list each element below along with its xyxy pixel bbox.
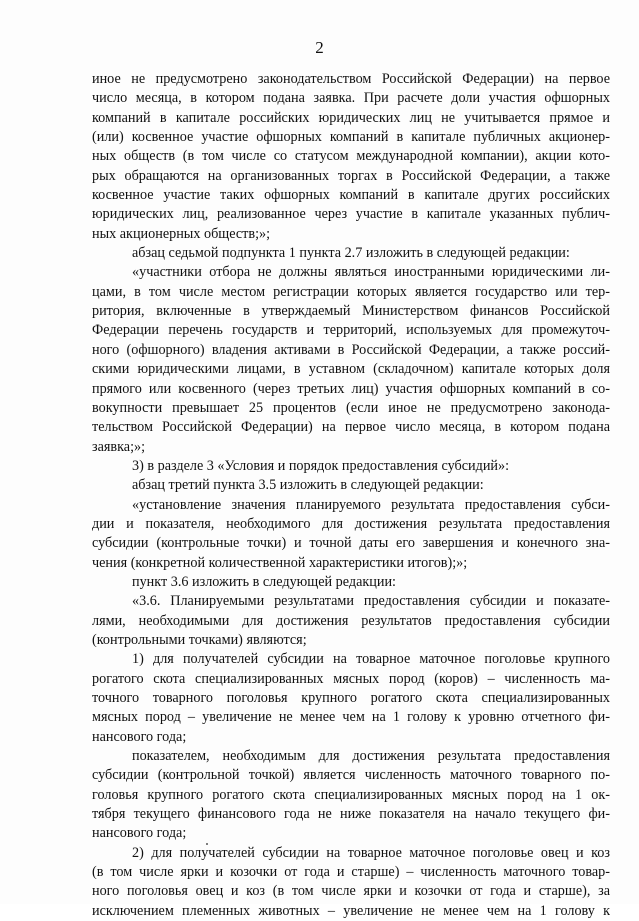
text-line: (в том числе ярки и козочки от года и старше) – численность маточного товар-: [92, 864, 610, 881]
text-line: 3) в разделе 3 «Условия и порядок предоставления субсидий»:: [132, 457, 510, 474]
text-line: ритория, включенные в утверждаемый Министерством финансов Российской: [92, 303, 610, 320]
text-line: компаний в капитале российских юридических лиц не учитывается прямое и: [92, 109, 610, 126]
text-line: «установление значения планируемого результата предоставления субси-: [132, 496, 610, 513]
text-line: дии и показателя, необходимого для достижения результата предоставления: [92, 515, 610, 532]
text-line: показателем, необходимым для достижения результата предоставления: [132, 748, 610, 765]
text-line: ных обществ (в том числе со статусом международной компании), акции кото-: [92, 148, 610, 165]
text-line: вокупности превышает 25 процентов (если иное не предусмотрено законода-: [92, 399, 610, 416]
text-line: Федерации перечень государств и территорий, используемых для промежуточ-: [92, 322, 610, 339]
text-line: скими юридическими лицами, в уставном (складочном) капитале которых доля: [92, 361, 610, 378]
text-line: абзац третий пункта 3.5 изложить в следующей редакции:: [132, 477, 484, 494]
text-line: цами, в том числе местом регистрации которых является государство или тер-: [92, 283, 610, 300]
text-line: головья крупного рогатого скота специализированных мясных пород на 1 ок-: [92, 786, 610, 803]
text-line: мясных пород – увеличение не менее чем на 1 голову к уровню отчетного фи-: [92, 709, 610, 726]
text-line: нансового года;: [92, 728, 187, 745]
text-line: «участники отбора не должны являться иностранными юридическими ли-: [132, 264, 610, 281]
text-line: пункт 3.6 изложить в следующей редакции:: [132, 573, 396, 590]
text-line: прямого или косвенного (через третьих лиц) участия офшорных компаний в со-: [92, 380, 610, 397]
text-line: тельством Российской Федерации) на первое число месяца, в котором подана: [92, 419, 610, 436]
text-line: ных акционерных обществ;»;: [92, 225, 271, 242]
text-line: 2) для получателей субсидии на товарное маточное поголовье овец и коз: [132, 844, 610, 861]
text-line: заявка;»;: [92, 438, 146, 455]
scan-speck: [206, 843, 208, 845]
text-line: «3.6. Планируемыми результатами предоставления субсидии и показате-: [132, 593, 610, 610]
text-line: (контрольными точками) являются;: [92, 631, 307, 648]
page-number: 2: [315, 38, 324, 57]
document-body: [92, 70, 610, 921]
text-line: косвенное участие таких офшорных компаний в капитале других российских: [92, 187, 610, 204]
text-line: субсидии (контрольные точки) и точной даты его завершения и конечного зна-: [92, 535, 610, 552]
text-line: рых обращаются на организованных торгах в Российской Федерации, а также: [92, 167, 610, 184]
text-line: (или) косвенное участие офшорных компаний в капитале публичных акционер-: [92, 129, 610, 146]
text-line: иное не предусмотрено законодательством Российской Федерации) на первое: [92, 71, 610, 87]
text-line: точного товарного поголовья крупного рогатого скота специализированных: [92, 690, 610, 706]
text-line: ного (офшорного) владения активами в Российской Федерации, а также россий-: [92, 341, 610, 358]
text-line: 1) для получателей субсидии на товарное маточное поголовье крупного: [132, 651, 610, 668]
text-line: абзац седьмой подпункта 1 пункта 2.7 изложить в следующей редакции:: [132, 245, 570, 262]
text-line: субсидии (контрольной точкой) является численность маточного товарного по-: [92, 767, 610, 784]
text-line: лями, необходимыми для достижения результатов предоставления субсидии: [92, 612, 610, 629]
text-line: чения (конкретной количественной характеристики итогов);»;: [92, 554, 468, 571]
text-line: исключением племенных животных – увеличение не менее чем на 1 голову к: [92, 902, 610, 919]
text-line: рогатого скота специализированных мясных пород (коров) – численность ма-: [92, 670, 610, 687]
text-line: число месяца, в котором подана заявка. При расчете доли участия офшорных: [92, 90, 610, 107]
text-line: ного поголовья овец и коз (в том числе ярки и козочки от года и старше), за: [92, 883, 610, 900]
text-line: тября текущего финансового года не ниже показателя на начало текущего фи-: [92, 806, 610, 823]
text-line: юридических лиц, реализованное через участие в капитале указанных публич-: [92, 206, 610, 223]
text-line: нансового года;: [92, 825, 187, 842]
